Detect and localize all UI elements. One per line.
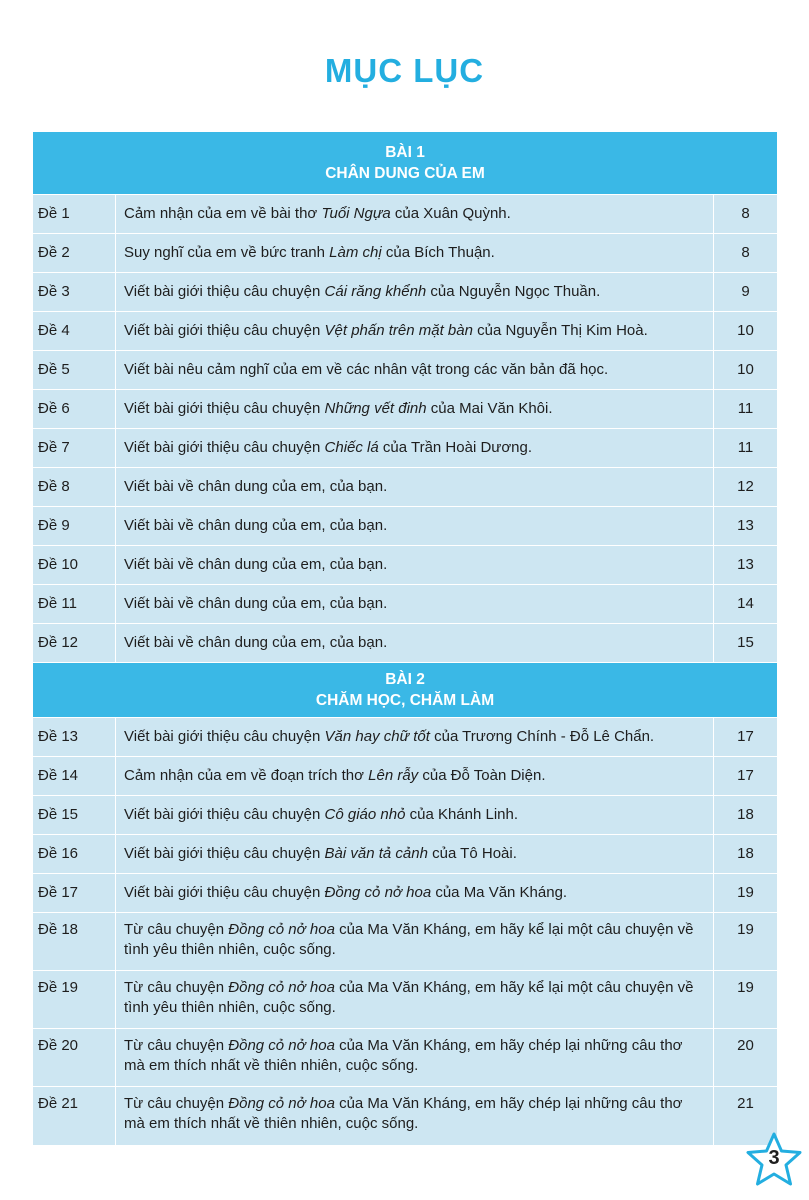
title-text: của Đỗ Toàn Diện. bbox=[418, 767, 546, 784]
page-ref: 14 bbox=[737, 595, 754, 612]
title-text: Viết bài về chân dung của em, của bạn. bbox=[124, 634, 388, 651]
toc-row[interactable] bbox=[33, 468, 777, 507]
exercise-number: Đề 12 bbox=[33, 624, 116, 662]
exercise-number: Đề 21 bbox=[33, 1087, 116, 1145]
work-title: Lên rẫy bbox=[368, 767, 419, 784]
toc-row[interactable] bbox=[33, 718, 777, 757]
page-ref: 11 bbox=[737, 400, 754, 417]
section-subheading: CHÂN DUNG CỦA EM bbox=[325, 165, 485, 182]
section-subheading: CHĂM HỌC, CHĂM LÀM bbox=[315, 692, 495, 709]
title-text: của Nguyễn Ngọc Thuần. bbox=[426, 283, 601, 300]
exercise-title bbox=[116, 546, 714, 584]
exercise-title bbox=[116, 429, 714, 467]
work-title: Văn hay chữ tốt bbox=[324, 728, 430, 745]
exercise-number: Đề 17 bbox=[33, 874, 116, 912]
title-text: Viết bài về chân dung của em, của bạn. bbox=[124, 517, 388, 534]
page-number: 3 bbox=[768, 1147, 780, 1169]
title-text: Viết bài nêu cảm nghĩ của em về các nhân vật trong các văn bản đã học. bbox=[124, 361, 609, 378]
exercise-number: Đề 8 bbox=[33, 468, 116, 506]
toc-row[interactable] bbox=[33, 546, 777, 585]
exercise-number: Đề 7 bbox=[33, 429, 116, 467]
exercise-number: Đề 3 bbox=[33, 273, 116, 311]
exercise-number: Đề 11 bbox=[33, 585, 116, 623]
page-ref: 19 bbox=[737, 979, 754, 996]
title-text: Viết bài về chân dung của em, của bạn. bbox=[124, 478, 388, 495]
title-text: của Trần Hoài Dương. bbox=[378, 439, 533, 456]
title-text: Viết bài về chân dung của em, của bạn. bbox=[124, 595, 388, 612]
toc-row[interactable] bbox=[33, 195, 777, 234]
title-text: Viết bài giới thiệu câu chuyện bbox=[124, 845, 325, 862]
work-title: Những vết đinh bbox=[324, 400, 427, 417]
exercise-title bbox=[116, 757, 714, 795]
section-heading: BÀI 2 bbox=[385, 671, 425, 688]
section-header bbox=[33, 132, 777, 195]
exercise-title bbox=[116, 390, 714, 428]
toc-row[interactable] bbox=[33, 1029, 777, 1087]
exercise-title bbox=[116, 835, 714, 873]
toc-row[interactable] bbox=[33, 585, 777, 624]
page-ref: 9 bbox=[741, 283, 750, 300]
table-of-contents bbox=[33, 132, 777, 1145]
page-ref: 8 bbox=[741, 205, 750, 222]
page-ref: 17 bbox=[737, 728, 754, 745]
title-text: Viết bài giới thiệu câu chuyện bbox=[124, 283, 325, 300]
page-ref: 15 bbox=[737, 634, 754, 651]
work-title: Cô giáo nhỏ bbox=[324, 806, 406, 823]
exercise-title bbox=[116, 971, 714, 1028]
page-ref: 10 bbox=[737, 361, 754, 378]
title-text: của Mai Văn Khôi. bbox=[426, 400, 553, 417]
exercise-title bbox=[116, 195, 714, 233]
exercise-number: Đề 10 bbox=[33, 546, 116, 584]
exercise-title bbox=[116, 273, 714, 311]
title-text: Viết bài về chân dung của em, của bạn. bbox=[124, 556, 388, 573]
toc-row[interactable] bbox=[33, 1087, 777, 1145]
work-title: Chiếc lá bbox=[324, 439, 379, 456]
toc-row[interactable] bbox=[33, 507, 777, 546]
exercise-title bbox=[116, 351, 714, 389]
toc-row[interactable] bbox=[33, 351, 777, 390]
toc-row[interactable] bbox=[33, 913, 777, 971]
section-heading: BÀI 1 bbox=[385, 144, 425, 161]
page-ref: 13 bbox=[737, 517, 754, 534]
title-text: Cảm nhận của em về đoạn trích thơ bbox=[124, 767, 369, 784]
exercise-number: Đề 13 bbox=[33, 718, 116, 756]
title-text: Từ câu chuyện bbox=[124, 1095, 229, 1112]
title-text: của Xuân Quỳnh. bbox=[390, 205, 511, 222]
exercise-number: Đề 9 bbox=[33, 507, 116, 545]
title-text: Cảm nhận của em về bài thơ bbox=[124, 205, 322, 222]
work-title: Đồng cỏ nở hoa bbox=[324, 884, 432, 901]
toc-row[interactable] bbox=[33, 796, 777, 835]
exercise-number: Đề 2 bbox=[33, 234, 116, 272]
page-ref: 18 bbox=[737, 845, 754, 862]
exercise-number: Đề 15 bbox=[33, 796, 116, 834]
page-ref: 17 bbox=[737, 767, 754, 784]
exercise-number: Đề 16 bbox=[33, 835, 116, 873]
exercise-title bbox=[116, 312, 714, 350]
exercise-title bbox=[116, 718, 714, 756]
toc-row[interactable] bbox=[33, 429, 777, 468]
page-ref: 19 bbox=[737, 884, 754, 901]
exercise-title bbox=[116, 1029, 714, 1086]
title-text: của Nguyễn Thị Kim Hoà. bbox=[472, 322, 648, 339]
exercise-number: Đề 5 bbox=[33, 351, 116, 389]
page-ref: 11 bbox=[737, 439, 754, 456]
exercise-title bbox=[116, 1087, 714, 1145]
work-title: Đồng cỏ nở hoa bbox=[228, 1095, 335, 1112]
title-text: của Ma Văn Kháng, em hãy chép lại những câu thơ mà em thích nhất về thiên nhiên, cuộc sống. bbox=[124, 1095, 683, 1132]
page-ref: 19 bbox=[737, 921, 754, 938]
section-header bbox=[33, 663, 777, 718]
exercise-number: Đề 4 bbox=[33, 312, 116, 350]
toc-row[interactable] bbox=[33, 835, 777, 874]
work-title: Cái răng khểnh bbox=[324, 283, 427, 300]
toc-row[interactable] bbox=[33, 390, 777, 429]
exercise-number: Đề 18 bbox=[33, 913, 116, 970]
exercise-title bbox=[116, 796, 714, 834]
title-text: của Ma Văn Kháng, em hãy chép lại những câu thơ mà em thích nhất về thiên nhiên, cuộc sống. bbox=[124, 1037, 683, 1074]
page-ref: 8 bbox=[741, 244, 750, 261]
title-text: Viết bài giới thiệu câu chuyện bbox=[124, 806, 325, 823]
page-ref: 21 bbox=[737, 1095, 754, 1112]
title-text: của Trương Chính - Đỗ Lê Chẩn. bbox=[429, 728, 655, 745]
toc-row[interactable] bbox=[33, 971, 777, 1029]
title-text: Từ câu chuyện bbox=[124, 1037, 229, 1054]
toc-row[interactable] bbox=[33, 273, 777, 312]
page-ref: 18 bbox=[737, 806, 754, 823]
exercise-number: Đề 14 bbox=[33, 757, 116, 795]
exercise-title bbox=[116, 507, 714, 545]
title-text: Viết bài giới thiệu câu chuyện bbox=[124, 884, 325, 901]
toc-row[interactable] bbox=[33, 312, 777, 351]
work-title: Bài văn tả cảnh bbox=[324, 845, 428, 862]
exercise-title bbox=[116, 234, 714, 272]
work-title: Vệt phấn trên mặt bàn bbox=[324, 322, 473, 339]
title-text: Từ câu chuyện bbox=[124, 921, 229, 938]
toc-row[interactable] bbox=[33, 757, 777, 796]
page-ref: 20 bbox=[737, 1037, 754, 1054]
title-text: Viết bài giới thiệu câu chuyện bbox=[124, 728, 325, 745]
title-text: của Ma Văn Kháng. bbox=[431, 884, 568, 901]
toc-row[interactable] bbox=[33, 624, 777, 663]
exercise-number: Đề 1 bbox=[33, 195, 116, 233]
title-text: của Ma Văn Kháng, em hãy kể lại một câu chuyện về tình yêu thiên nhiên, cuộc sống. bbox=[124, 979, 694, 1016]
exercise-number: Đề 20 bbox=[33, 1029, 116, 1086]
page-title: MỤC LỤC bbox=[324, 52, 485, 89]
work-title: Đồng cỏ nở hoa bbox=[228, 1037, 335, 1054]
toc-row[interactable] bbox=[33, 874, 777, 913]
page-ref: 13 bbox=[737, 556, 754, 573]
page-ref: 10 bbox=[737, 322, 754, 339]
title-text: của Ma Văn Kháng, em hãy kể lại một câu chuyện về tình yêu thiên nhiên, cuộc sống. bbox=[124, 921, 694, 958]
work-title: Làm chị bbox=[329, 244, 382, 261]
title-text: Viết bài giới thiệu câu chuyện bbox=[124, 400, 325, 417]
title-text: Viết bài giới thiệu câu chuyện bbox=[124, 439, 325, 456]
work-title: Đồng cỏ nở hoa bbox=[228, 921, 335, 938]
work-title: Tuổi Ngựa bbox=[321, 205, 391, 222]
title-text: của Bích Thuận. bbox=[381, 244, 495, 261]
title-text: Từ câu chuyện bbox=[124, 979, 229, 996]
exercise-number: Đề 19 bbox=[33, 971, 116, 1028]
title-text: của Tô Hoài. bbox=[427, 845, 517, 862]
exercise-title bbox=[116, 468, 714, 506]
exercise-title bbox=[116, 913, 714, 970]
exercise-title bbox=[116, 874, 714, 912]
work-title: Đồng cỏ nở hoa bbox=[228, 979, 335, 996]
exercise-title bbox=[116, 585, 714, 623]
exercise-number: Đề 6 bbox=[33, 390, 116, 428]
title-text: của Khánh Linh. bbox=[405, 806, 519, 823]
title-text: Suy nghĩ của em về bức tranh bbox=[124, 244, 330, 261]
page-ref: 12 bbox=[737, 478, 754, 495]
title-text: Viết bài giới thiệu câu chuyện bbox=[124, 322, 325, 339]
exercise-title bbox=[116, 624, 714, 662]
toc-row[interactable] bbox=[33, 234, 777, 273]
